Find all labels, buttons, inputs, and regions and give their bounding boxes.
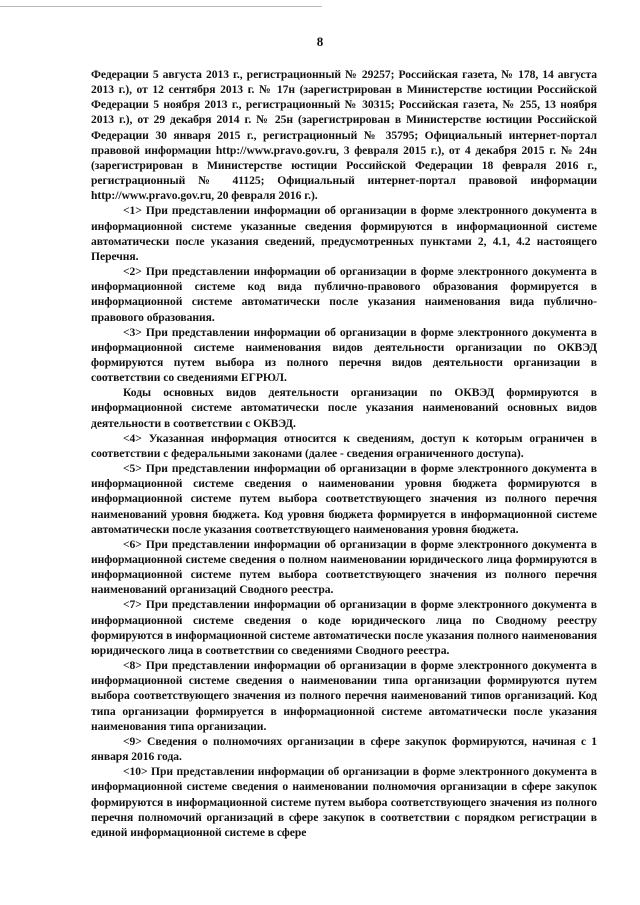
footnote-10: <10> При представлении информации об организации в форме электронного документа в информационной системе сведения о наименовании полномочия организации в сфере закупок формируются в информационной системе путем выбора соответствующего значения из полного перечня полномочий организаций в сфере закупок в соответствии с порядком регистрации в единой информационной системе в сфере [91,765,597,839]
paragraph-continuation: Федерации 5 августа 2013 г., регистрационный № 29257; Российская газета, № 178, 14 августа 2013 г.), от 12 сентября 2013 г. № 17н (зарегистрирован в Министерстве юстиции Российской Федерации 5 ноября 2013 г., регистрационный № 30315; Российская газета, № 255, 13 ноября 2013 г.), от 29 декабря 2014 г. № 25н (зарегистрирован в Министерстве юстиции Российской Федерации 30 января 2015 г., регистрационный № 35795; Официальный интернет-портал правовой информации http://www.pravo.gov.ru, 3 февраля 2015 г.), от 4 декабря 2015 г. № 24н (зарегистрирован в Министерстве юстиции Российской Федерации 18 февраля 2016 г., регистрационный № 41125; Официальный интернет-портал правовой информации http://www.pravo.gov.ru, 20 февраля 2016 г.). [91,68,597,203]
footnote-4: <4> Указанная информация относится к сведениям, доступ к которым ограничен в соответствии с федеральными законами (далее - сведения ограниченного доступа). [91,431,597,460]
footnote-9: <9> Сведения о полномочиях организации в сфере закупок формируются, начиная с 1 января 2016 года. [91,734,597,764]
document-body [91,67,597,840]
footnote-6: <6> При представлении информации об организации в форме электронного документа в информационной системе сведения о полном наименовании юридического лица формируются в информационной системе путем выбора соответствующего значения из полного перечня наименований организаций Сводного реестра. [91,537,597,597]
footnote-3: <3> При представлении информации об организации в форме электронного документа в информационной системе наименования видов деятельности организации по ОКВЭД формируются путем выбора из полного перечня видов деятельности организации в соответствии со сведениями ЕГРЮЛ. [91,325,597,385]
scan-artifact-line [0,6,322,7]
footnote-2: <2> При представлении информации об организации в форме электронного документа в информационной системе код вида публично-правового образования формируется в информационной системе автоматически после указания наименования вида публично-правового образования. [91,265,597,324]
page-number: 8 [316,34,324,49]
footnote-1: <1> При представлении информации об организации в форме электронного документа в информационной системе указанные сведения формируются в информационной системе автоматически после указания сведений, предусмотренных пунктами 2, 4.1, 4.2 настоящего Перечня. [91,204,597,263]
footnote-8: <8> При представлении информации об организации в форме электронного документа в информационной системе сведения о наименовании типа организации формируются путем выбора соответствующего значения из полного перечня наименований типов организаций. Код типа организации формируется в информационной системе автоматически после указания наименования типа организации. [91,659,597,733]
footnote-3-continuation: Коды основных видов деятельности организации по ОКВЭД формируются в информационной системе автоматически после указания наименований основных видов деятельности в соответствии с ОКВЭД. [91,386,597,430]
footnote-5: <5> При представлении информации об организации в форме электронного документа в информационной системе сведения о наименовании уровня бюджета формируются в информационной системе путем выбора соответствующего значения из полного перечня наименований уровня бюджета. Код уровня бюджета формируется в информационной системе автоматически после указания соответствующего наименования уровня бюджета. [91,462,597,536]
footnote-7: <7> При представлении информации об организации в форме электронного документа в информационной системе сведения о коде юридического лица по Сводному реестру формируются в информационной системе автоматически после указания полного наименования юридического лица в соответствии со сведениями Сводного реестра. [91,598,597,657]
